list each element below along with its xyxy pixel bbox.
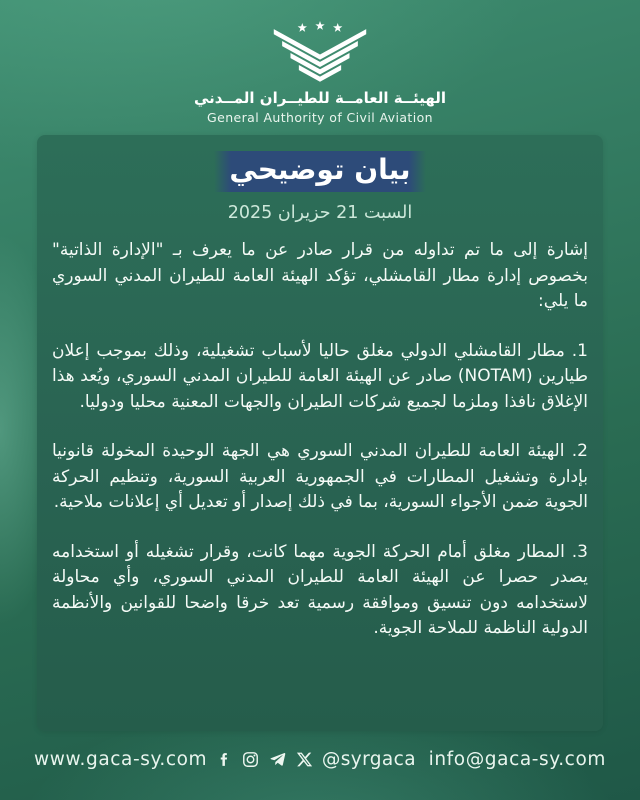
statement-date: السبت 21 حزيران 2025 [227, 203, 413, 223]
intro-paragraph: إشارة إلى ما تم تداوله من قرار صادر عن ما يعرف بـ "الإدارة الذاتية" بخصوص إدارة مطار القامشلي، تؤكد الهيئة العامة للطيران المدني السوري ما يلي: [52, 240, 588, 311]
header [0, 0, 640, 135]
x-icon[interactable] [295, 750, 314, 769]
website-link[interactable]: www.gaca-sy.com [34, 748, 208, 770]
three-stars-icon [298, 21, 343, 32]
statement-body [37, 238, 603, 642]
social-handle[interactable]: @syrgaca [321, 748, 416, 770]
footer [0, 728, 640, 800]
email-link[interactable]: info@gaca-sy.com [428, 748, 606, 770]
wing-chevrons [274, 29, 366, 82]
facebook-icon[interactable] [214, 750, 233, 769]
statement-item-1: 1. مطار القامشلي الدولي مغلق حاليا لأسباب تشغيلية، وذلك بموجب إعلان طيارين (NOTAM) صادر عن الهيئة العامة للطيران المدني السوري، ويُعد هذا الإغلاق نافذا وملزما لجميع شركات الطيران والجهات المعنية محليا ودوليا. [52, 340, 588, 412]
statement-item-3: 3. المطار مغلق أمام الحركة الجوية مهما كانت، وقرار تشغيله أو استخدامه يصدر حصرا عن الهيئة العامة للطيران المدني السوري، وأي محاولة لاستخدامه دون تنسيق وموافقة رسمية تعد خرقا واضحا للقوانين والأنظمة الدولية الناظمة للملاحة الجوية. [52, 541, 588, 638]
org-name-english: General Authority of Civil Aviation [207, 110, 433, 125]
gaca-wings-logo-icon [261, 19, 379, 84]
social-links [214, 749, 422, 770]
org-name-arabic: الهيئــة العامــة للطيــران المــدني [193, 89, 447, 107]
telegram-icon[interactable] [268, 750, 287, 769]
statement-title: بيان توضيحي [229, 152, 411, 186]
statement-item-2: 2. الهيئة العامة للطيران المدني السوري هي الجهة الوحيدة المخولة قانونيا بإدارة وتشغيل المطارات في الجمهورية العربية السورية، وتنظيم الحركة الجوية ضمن الأجواء السورية، بما في ذلك إصدار أو تعديل أي إعلانات ملاحية. [52, 441, 588, 512]
title-banner [214, 151, 426, 192]
instagram-icon[interactable] [241, 750, 260, 769]
statement-panel [37, 135, 603, 731]
